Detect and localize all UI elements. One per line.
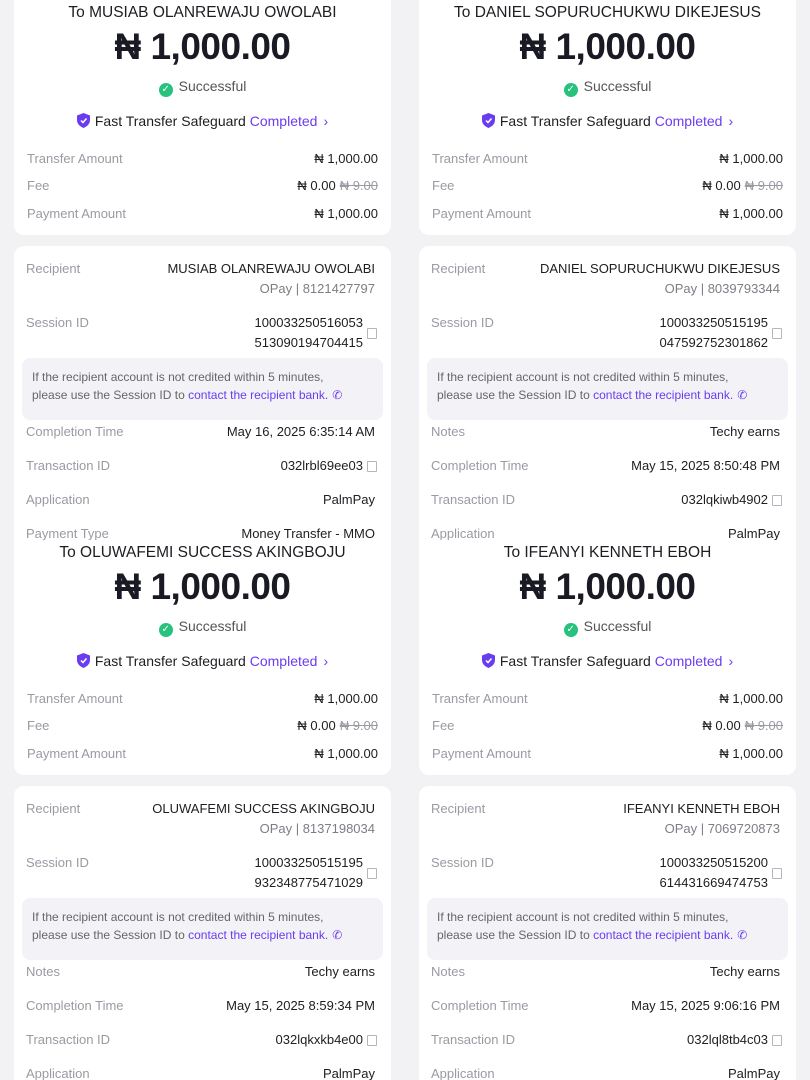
transfer-amount-value: ₦ 1,000.00	[719, 151, 783, 166]
receipt-4	[405, 540, 810, 1080]
notes-value: Techy earns	[709, 424, 780, 439]
receipt-2	[405, 0, 810, 540]
transaction-id-value: 032lql8tb4c03	[687, 1032, 768, 1047]
payment-amount-value: ₦ 1,000.00	[719, 746, 783, 761]
session-id-line-1: 100033250516053	[254, 315, 363, 330]
transfer-amount-label: Transfer Amount	[432, 691, 528, 706]
fee-original: ₦ 9.00	[744, 718, 783, 733]
contact-bank-link[interactable]: contact the recipient bank.	[188, 388, 329, 402]
notes-label: Notes	[26, 964, 60, 979]
safeguard-status: Completed	[654, 113, 723, 129]
notes-label: Notes	[431, 424, 465, 439]
summary-card	[419, 0, 796, 235]
completion-time-label: Completion Time	[26, 998, 124, 1013]
recipient-label: Recipient	[26, 801, 81, 816]
fee-original: ₦ 9.00	[339, 718, 378, 733]
fee-value	[297, 718, 378, 733]
application-label: Application	[431, 526, 495, 540]
copy-session-id-icon[interactable]	[367, 328, 377, 339]
info-text-2: please use the Session ID to	[32, 928, 189, 942]
completion-time-value: May 15, 2025 8:59:34 PM	[226, 998, 375, 1013]
transfer-amount-label: Transfer Amount	[432, 151, 528, 166]
transfer-amount-display: ₦ 1,000.00	[114, 26, 291, 67]
info-text-1: If the recipient account is not credited within 5 minutes,	[437, 910, 729, 924]
phone-icon[interactable]: ✆	[332, 928, 343, 942]
transfer-amount-display: ₦ 1,000.00	[519, 26, 696, 67]
info-text-2-wrap	[437, 926, 778, 944]
session-id-label: Session ID	[26, 315, 89, 330]
copy-session-id-icon[interactable]	[367, 868, 377, 879]
transfer-amount-display: ₦ 1,000.00	[114, 566, 291, 607]
recipient-title: To IFEANYI KENNETH EBOH	[503, 544, 712, 561]
copy-transaction-id-icon[interactable]	[367, 1035, 377, 1046]
payment-type-value: Money Transfer - MMO	[241, 526, 375, 540]
info-text-2: please use the Session ID to	[437, 928, 594, 942]
session-id-line-1: 100033250515195	[659, 315, 768, 330]
info-box	[427, 898, 788, 960]
recipient-title: To DANIEL SOPURUCHUKWU DIKEJESUS	[454, 4, 761, 21]
fee-label: Fee	[432, 178, 455, 193]
transfer-amount-display: ₦ 1,000.00	[519, 566, 696, 607]
status-line	[419, 78, 796, 97]
phone-icon[interactable]: ✆	[737, 388, 748, 402]
fee-label: Fee	[27, 718, 50, 733]
contact-bank-link[interactable]: contact the recipient bank.	[593, 928, 734, 942]
safeguard-label: Fast Transfer Safeguard	[94, 653, 246, 669]
session-id-line-1: 100033250515195	[254, 855, 363, 870]
chevron-right-icon: ›	[728, 653, 734, 669]
status-line	[14, 78, 391, 97]
recipient-label: Recipient	[431, 801, 486, 816]
details-card	[419, 246, 796, 540]
fee-original: ₦ 9.00	[744, 178, 783, 193]
recipient-title: To MUSIAB OLANREWAJU OWOLABI	[68, 4, 337, 21]
fee-label: Fee	[432, 718, 455, 733]
recipient-bank-account: OPay | 7069720873	[664, 821, 780, 836]
transaction-id-label: Transaction ID	[26, 458, 111, 473]
info-box	[22, 898, 383, 960]
application-value: PalmPay	[322, 1066, 375, 1080]
info-text-1: If the recipient account is not credited within 5 minutes,	[32, 370, 324, 384]
safeguard-status: Completed	[249, 653, 318, 669]
completion-time-label: Completion Time	[431, 458, 529, 473]
check-icon: ✓	[159, 83, 173, 97]
info-text-2-wrap	[32, 926, 373, 944]
transfer-amount-value: ₦ 1,000.00	[719, 691, 783, 706]
completion-time-label: Completion Time	[26, 424, 124, 439]
contact-bank-link[interactable]: contact the recipient bank.	[593, 388, 734, 402]
completion-time-label: Completion Time	[431, 998, 529, 1013]
payment-amount-label: Payment Amount	[432, 206, 531, 221]
fee-current: ₦ 0.00	[702, 718, 741, 733]
shield-icon	[77, 653, 90, 668]
safeguard-status: Completed	[654, 653, 723, 669]
safeguard-link[interactable]	[419, 653, 796, 669]
safeguard-label: Fast Transfer Safeguard	[94, 113, 246, 129]
phone-icon[interactable]: ✆	[332, 388, 343, 402]
summary-card	[419, 540, 796, 775]
status-text: Successful	[178, 78, 247, 94]
copy-transaction-id-icon[interactable]	[367, 461, 377, 472]
copy-session-id-icon[interactable]	[772, 328, 782, 339]
details-card	[419, 786, 796, 1080]
status-line	[419, 618, 796, 637]
application-value: PalmPay	[322, 492, 375, 507]
fee-current: ₦ 0.00	[702, 178, 741, 193]
payment-amount-value: ₦ 1,000.00	[314, 746, 378, 761]
transfer-amount-value: ₦ 1,000.00	[314, 691, 378, 706]
safeguard-status: Completed	[249, 113, 318, 129]
safeguard-label: Fast Transfer Safeguard	[499, 113, 651, 129]
safeguard-link[interactable]	[14, 113, 391, 129]
fee-original: ₦ 9.00	[339, 178, 378, 193]
session-id-line-1: 100033250515200	[659, 855, 768, 870]
fee-label: Fee	[27, 178, 50, 193]
payment-amount-label: Payment Amount	[27, 746, 126, 761]
payment-amount-value: ₦ 1,000.00	[314, 206, 378, 221]
chevron-right-icon: ›	[728, 113, 734, 129]
recipient-name: MUSIAB OLANREWAJU OWOLABI	[167, 261, 375, 276]
application-value: PalmPay	[727, 1066, 780, 1080]
info-text-2: please use the Session ID to	[32, 388, 189, 402]
contact-bank-link[interactable]: contact the recipient bank.	[188, 928, 329, 942]
session-id-line-2: 614431669474753	[659, 875, 768, 890]
notes-label: Notes	[431, 964, 465, 979]
transfer-amount-label: Transfer Amount	[27, 151, 123, 166]
transaction-id-label: Transaction ID	[431, 492, 516, 507]
session-id-line-2: 047592752301862	[659, 335, 768, 350]
session-id-label: Session ID	[431, 315, 494, 330]
copy-session-id-icon[interactable]	[772, 868, 782, 879]
safeguard-link[interactable]	[419, 113, 796, 129]
completion-time-value: May 15, 2025 8:50:48 PM	[631, 458, 780, 473]
details-card	[14, 246, 391, 540]
payment-amount-label: Payment Amount	[432, 746, 531, 761]
info-text-2-wrap	[32, 386, 373, 404]
info-text-2-wrap	[437, 386, 778, 404]
transaction-id-value: 032lrbl69ee03	[280, 458, 363, 473]
recipient-title: To OLUWAFEMI SUCCESS AKINGBOJU	[59, 544, 346, 561]
session-id-line-2: 513090194704415	[254, 335, 363, 350]
transaction-id-label: Transaction ID	[431, 1032, 516, 1047]
fee-current: ₦ 0.00	[297, 178, 336, 193]
notes-value: Techy earns	[709, 964, 780, 979]
info-text-1: If the recipient account is not credited within 5 minutes,	[32, 910, 324, 924]
fee-value	[297, 178, 378, 193]
application-label: Application	[26, 1066, 90, 1080]
recipient-name: DANIEL SOPURUCHUKWU DIKEJESUS	[539, 261, 780, 276]
notes-value: Techy earns	[304, 964, 375, 979]
payment-amount-value: ₦ 1,000.00	[719, 206, 783, 221]
fee-value	[702, 178, 783, 193]
fee-current: ₦ 0.00	[297, 718, 336, 733]
shield-icon	[482, 653, 495, 668]
copy-transaction-id-icon[interactable]	[772, 1035, 782, 1046]
recipient-bank-account: OPay | 8137198034	[259, 821, 375, 836]
info-box	[22, 358, 383, 420]
application-label: Application	[431, 1066, 495, 1080]
info-box	[427, 358, 788, 420]
safeguard-link[interactable]	[14, 653, 391, 669]
details-card	[14, 786, 391, 1080]
payment-amount-label: Payment Amount	[27, 206, 126, 221]
transfer-amount-label: Transfer Amount	[27, 691, 123, 706]
session-id-line-2: 932348775471029	[254, 875, 363, 890]
application-label: Application	[26, 492, 90, 507]
session-id-label: Session ID	[26, 855, 89, 870]
application-value: PalmPay	[727, 526, 780, 540]
info-text-2: please use the Session ID to	[437, 388, 594, 402]
transaction-id-label: Transaction ID	[26, 1032, 111, 1047]
chevron-right-icon: ›	[323, 113, 329, 129]
transaction-id-value: 032lqkiwb4902	[681, 492, 768, 507]
info-text-1: If the recipient account is not credited within 5 minutes,	[437, 370, 729, 384]
chevron-right-icon: ›	[323, 653, 329, 669]
fee-value	[702, 718, 783, 733]
status-text: Successful	[583, 618, 652, 634]
shield-icon	[77, 113, 90, 128]
status-line	[14, 618, 391, 637]
session-id-label: Session ID	[431, 855, 494, 870]
receipt-3	[0, 540, 405, 1080]
completion-time-value: May 15, 2025 9:06:16 PM	[631, 998, 780, 1013]
recipient-bank-account: OPay | 8039793344	[664, 281, 780, 296]
payment-type-label: Payment Type	[26, 526, 109, 540]
recipient-bank-account: OPay | 8121427797	[259, 281, 375, 296]
status-text: Successful	[178, 618, 247, 634]
summary-card	[14, 0, 391, 235]
safeguard-label: Fast Transfer Safeguard	[499, 653, 651, 669]
check-icon: ✓	[159, 623, 173, 637]
transfer-amount-value: ₦ 1,000.00	[314, 151, 378, 166]
receipt-1	[0, 0, 405, 540]
transaction-id-value: 032lqkxkb4e00	[275, 1032, 363, 1047]
check-icon: ✓	[564, 83, 578, 97]
summary-card	[14, 540, 391, 775]
phone-icon[interactable]: ✆	[737, 928, 748, 942]
status-text: Successful	[583, 78, 652, 94]
check-icon: ✓	[564, 623, 578, 637]
recipient-name: IFEANYI KENNETH EBOH	[623, 801, 780, 816]
copy-transaction-id-icon[interactable]	[772, 495, 782, 506]
recipient-label: Recipient	[431, 261, 486, 276]
completion-time-value: May 16, 2025 6:35:14 AM	[226, 424, 375, 439]
recipient-label: Recipient	[26, 261, 81, 276]
shield-icon	[482, 113, 495, 128]
recipient-name: OLUWAFEMI SUCCESS AKINGBOJU	[152, 801, 375, 816]
